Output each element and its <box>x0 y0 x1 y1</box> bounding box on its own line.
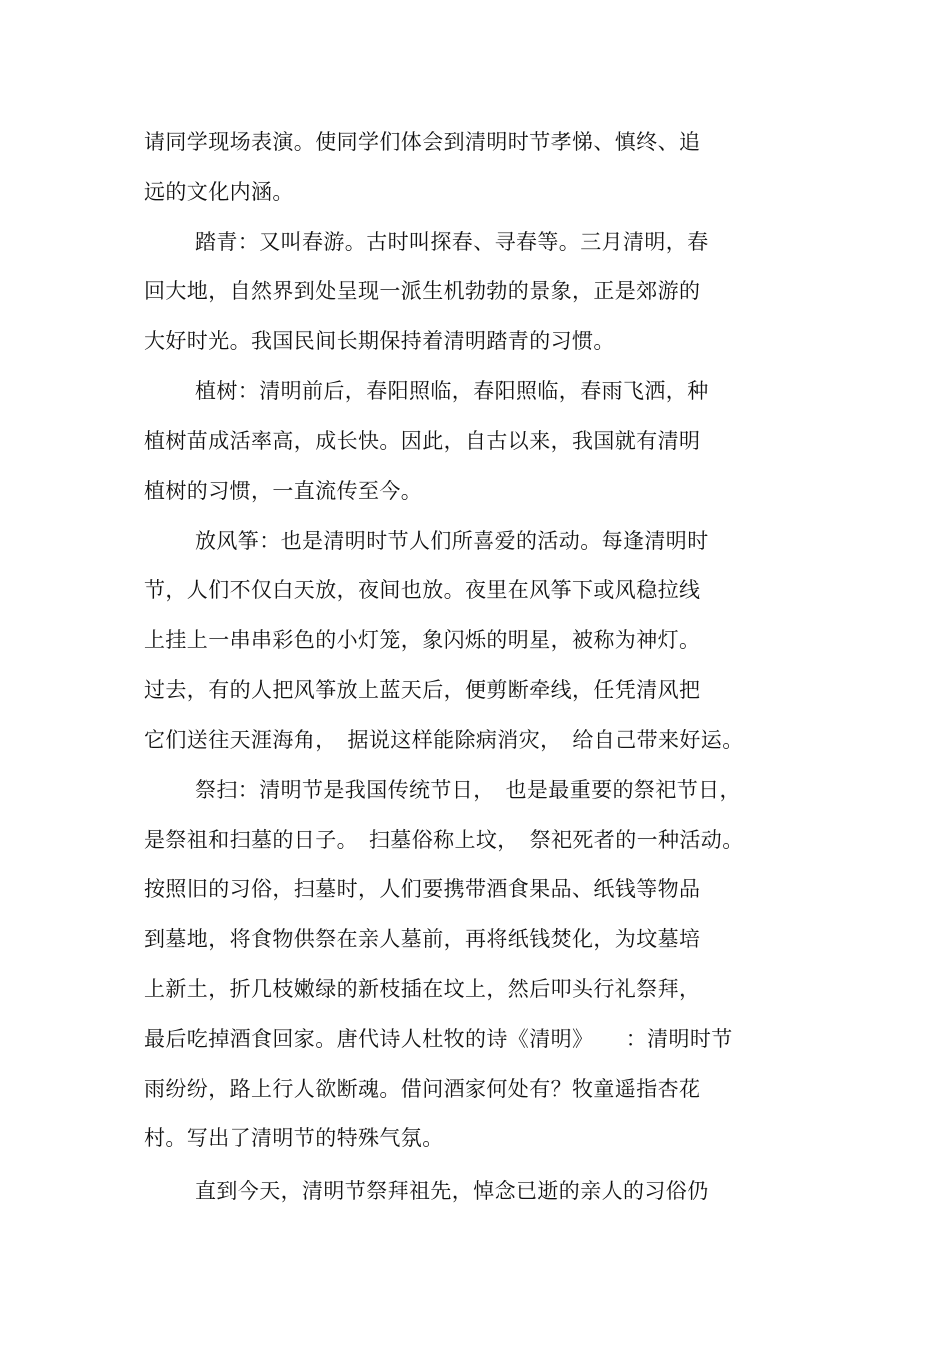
text-line: 请同学现场表演。使同学们体会到清明时节孝悌、慎终、追 <box>144 130 701 154</box>
text-line: 是祭祖和扫墓的日子。 扫墓俗称上坟， 祭祀死者的一种活动。 <box>144 828 744 852</box>
text-line: 按照旧的习俗，扫墓时，人们要携带酒食果品、纸钱等物品 <box>144 877 701 901</box>
text-line: 植树的习惯，一直流传至今。 <box>144 479 423 503</box>
paragraph-start-line: 踏青：又叫春游。古时叫探春、寻春等。三月清明，春 <box>195 230 709 254</box>
paragraph-start-line: 祭扫：清明节是我国传统节日， 也是最重要的祭祀节日， <box>195 778 741 802</box>
text-line: 过去，有的人把风筝放上蓝天后，便剪断牵线，任凭清风把 <box>144 678 701 702</box>
text-line: 植树苗成活率高，成长快。因此，自古以来，我国就有清明 <box>144 429 701 453</box>
text-line: 到墓地，将食物供祭在亲人墓前，再将纸钱焚化，为坟墓培 <box>144 927 701 951</box>
text-line: 上新土，折几枝嫩绿的新枝插在坟上，然后叩头行礼祭拜， <box>144 977 701 1001</box>
text-line: 村。写出了清明节的特殊气氛。 <box>144 1126 444 1150</box>
text-line: 回大地，自然界到处呈现一派生机勃勃的景象，正是郊游的 <box>144 279 701 303</box>
text-line: 它们送往天涯海角， 据说这样能除病消灾， 给自己带来好运。 <box>144 728 744 752</box>
text-line: 上挂上一串串彩色的小灯笼，象闪烁的明星，被称为神灯。 <box>144 628 701 652</box>
text-line: 大好时光。我国民间长期保持着清明踏青的习惯。 <box>144 329 615 353</box>
paragraph-start-line: 直到今天，清明节祭拜祖先，悼念已逝的亲人的习俗仍 <box>195 1179 709 1203</box>
text-line: 节，人们不仅白天放，夜间也放。夜里在风筝下或风稳拉线 <box>144 578 701 602</box>
text-line: 雨纷纷，路上行人欲断魂。借问酒家何处有？牧童遥指杏花 <box>144 1077 701 1101</box>
paragraph-start-line: 放风筝：也是清明时节人们所喜爱的活动。每逢清明时 <box>195 529 709 553</box>
paragraph-start-line: 植树：清明前后，春阳照临，春阳照临，春雨飞洒，种 <box>195 379 709 403</box>
text-line: 最后吃掉酒食回家。唐代诗人杜牧的诗《清明》 ：清明时节 <box>144 1027 733 1051</box>
text-line: 远的文化内涵。 <box>144 180 294 204</box>
